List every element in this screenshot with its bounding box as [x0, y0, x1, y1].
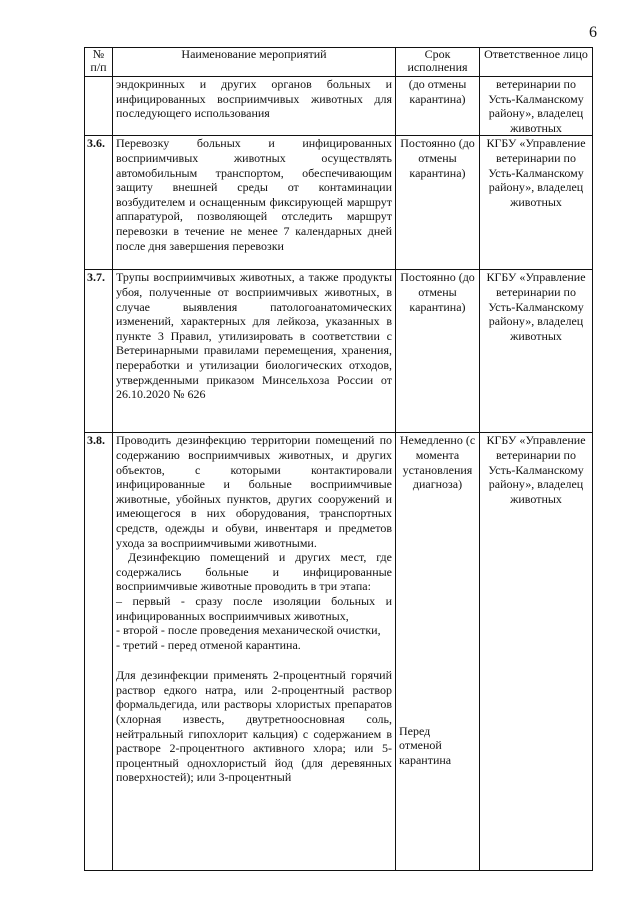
table-row	[85, 136, 593, 270]
row-resp: КГБУ «Управление ветеринарии по Усть-Калманскому району», владелец животных	[480, 270, 593, 433]
stage-third: - третий - перед отменой карантина.	[116, 637, 301, 652]
row-name: Трупы восприимчивых животных, а также продукты убоя, полученные от восприимчивых животных, в случае выявления патологоанатомических изменений, характерных для лейкоза, указанных в пункте 3 Правил, утилизировать в соответствии с Ветеринарными правилами перемещения, хранения, переработки и утилизации биологических отходов, утвержденными приказом Минсельхоза России от 26.10.2020 № 626	[113, 270, 396, 433]
disinfectants-paragraph: Для дезинфекции применять 2-процентный горячий раствор едкого натра, или 2-процентный раствор формальдегида, или растворы хлористых препаратов (хлорная известь, двутретноосновная соль, нейтральный гипохлорит кальция) с содержанием в растворе 2-процентного активного хлора; или 5-процентный однохлористый йод (для деревянных поверхностей); или 3-процентный	[116, 668, 392, 785]
row-resp: КГБУ «Управление ветеринарии по Усть-Калманскому району», владелец животных	[480, 136, 593, 270]
table-row	[85, 270, 593, 433]
row-term: (до отмены карантина)	[396, 77, 480, 136]
table-header-row	[85, 48, 593, 77]
page-number: 6	[589, 24, 597, 41]
row-name	[113, 433, 396, 871]
header-num: № п/п	[85, 48, 113, 77]
stages-paragraph: Дезинфекцию помещений и других мест, где содержались больные и инфицированные восприимчивые животные проводить в три этапа:	[116, 550, 392, 594]
table-row	[85, 433, 593, 871]
stage-second: - второй - после проведения механической очистки,	[116, 623, 381, 638]
row-term	[396, 433, 480, 871]
row-resp: ветеринарии по Усть-Калманскому району», владелец животных	[480, 77, 593, 136]
table-row	[85, 77, 593, 136]
row-num	[85, 77, 113, 136]
row-term: Постоянно (до отмены карантина)	[396, 270, 480, 433]
row-num: 3.7.	[85, 270, 113, 433]
row-num: 3.8.	[85, 433, 113, 871]
row-resp: КГБУ «Управление ветеринарии по Усть-Калманскому району», владелец животных	[480, 433, 593, 871]
header-term: Срок исполнения	[396, 48, 480, 77]
row-term: Постоянно (до отмены карантина)	[396, 136, 480, 270]
header-resp: Ответственное лицо	[480, 48, 593, 77]
stage-first: – первый - сразу после изоляции больных и инфицированных восприимчивых животных,	[116, 593, 392, 623]
row-name: Перевозку больных и инфицированных восприимчивых животных осуществлять автомобильным транспортом, обеспечивающим защиту внешней среды от контаминации возбудителем и оснащенным фиксирующей маршрут аппаратурой, позволяющей отследить маршрут перевозки в течение не менее 7 календарных дней после дня завершения перевозки	[113, 136, 396, 270]
term-before-quarantine-end: Перед отменой карантина	[399, 723, 452, 767]
row-num: 3.6.	[85, 136, 113, 270]
row-name: эндокринных и других органов больных и инфицированных восприимчивых животных для последующего использования	[113, 77, 396, 136]
measures-table	[84, 47, 593, 871]
header-name: Наименование мероприятий	[113, 48, 396, 77]
disinfection-paragraph: Проводить дезинфекцию территории помещений по содержанию восприимчивых животных, и других объектов, с которыми контактировали инфицированные и больные восприимчивые животные, убойных пунктов, других сооружений и имеющегося в них оборудования, транспортных средств, одежды и обуви, инвентаря и предметов ухода за восприимчивыми животными.	[116, 433, 392, 550]
term-immediately: Немедленно (с момента установления диагноза)	[399, 433, 476, 492]
